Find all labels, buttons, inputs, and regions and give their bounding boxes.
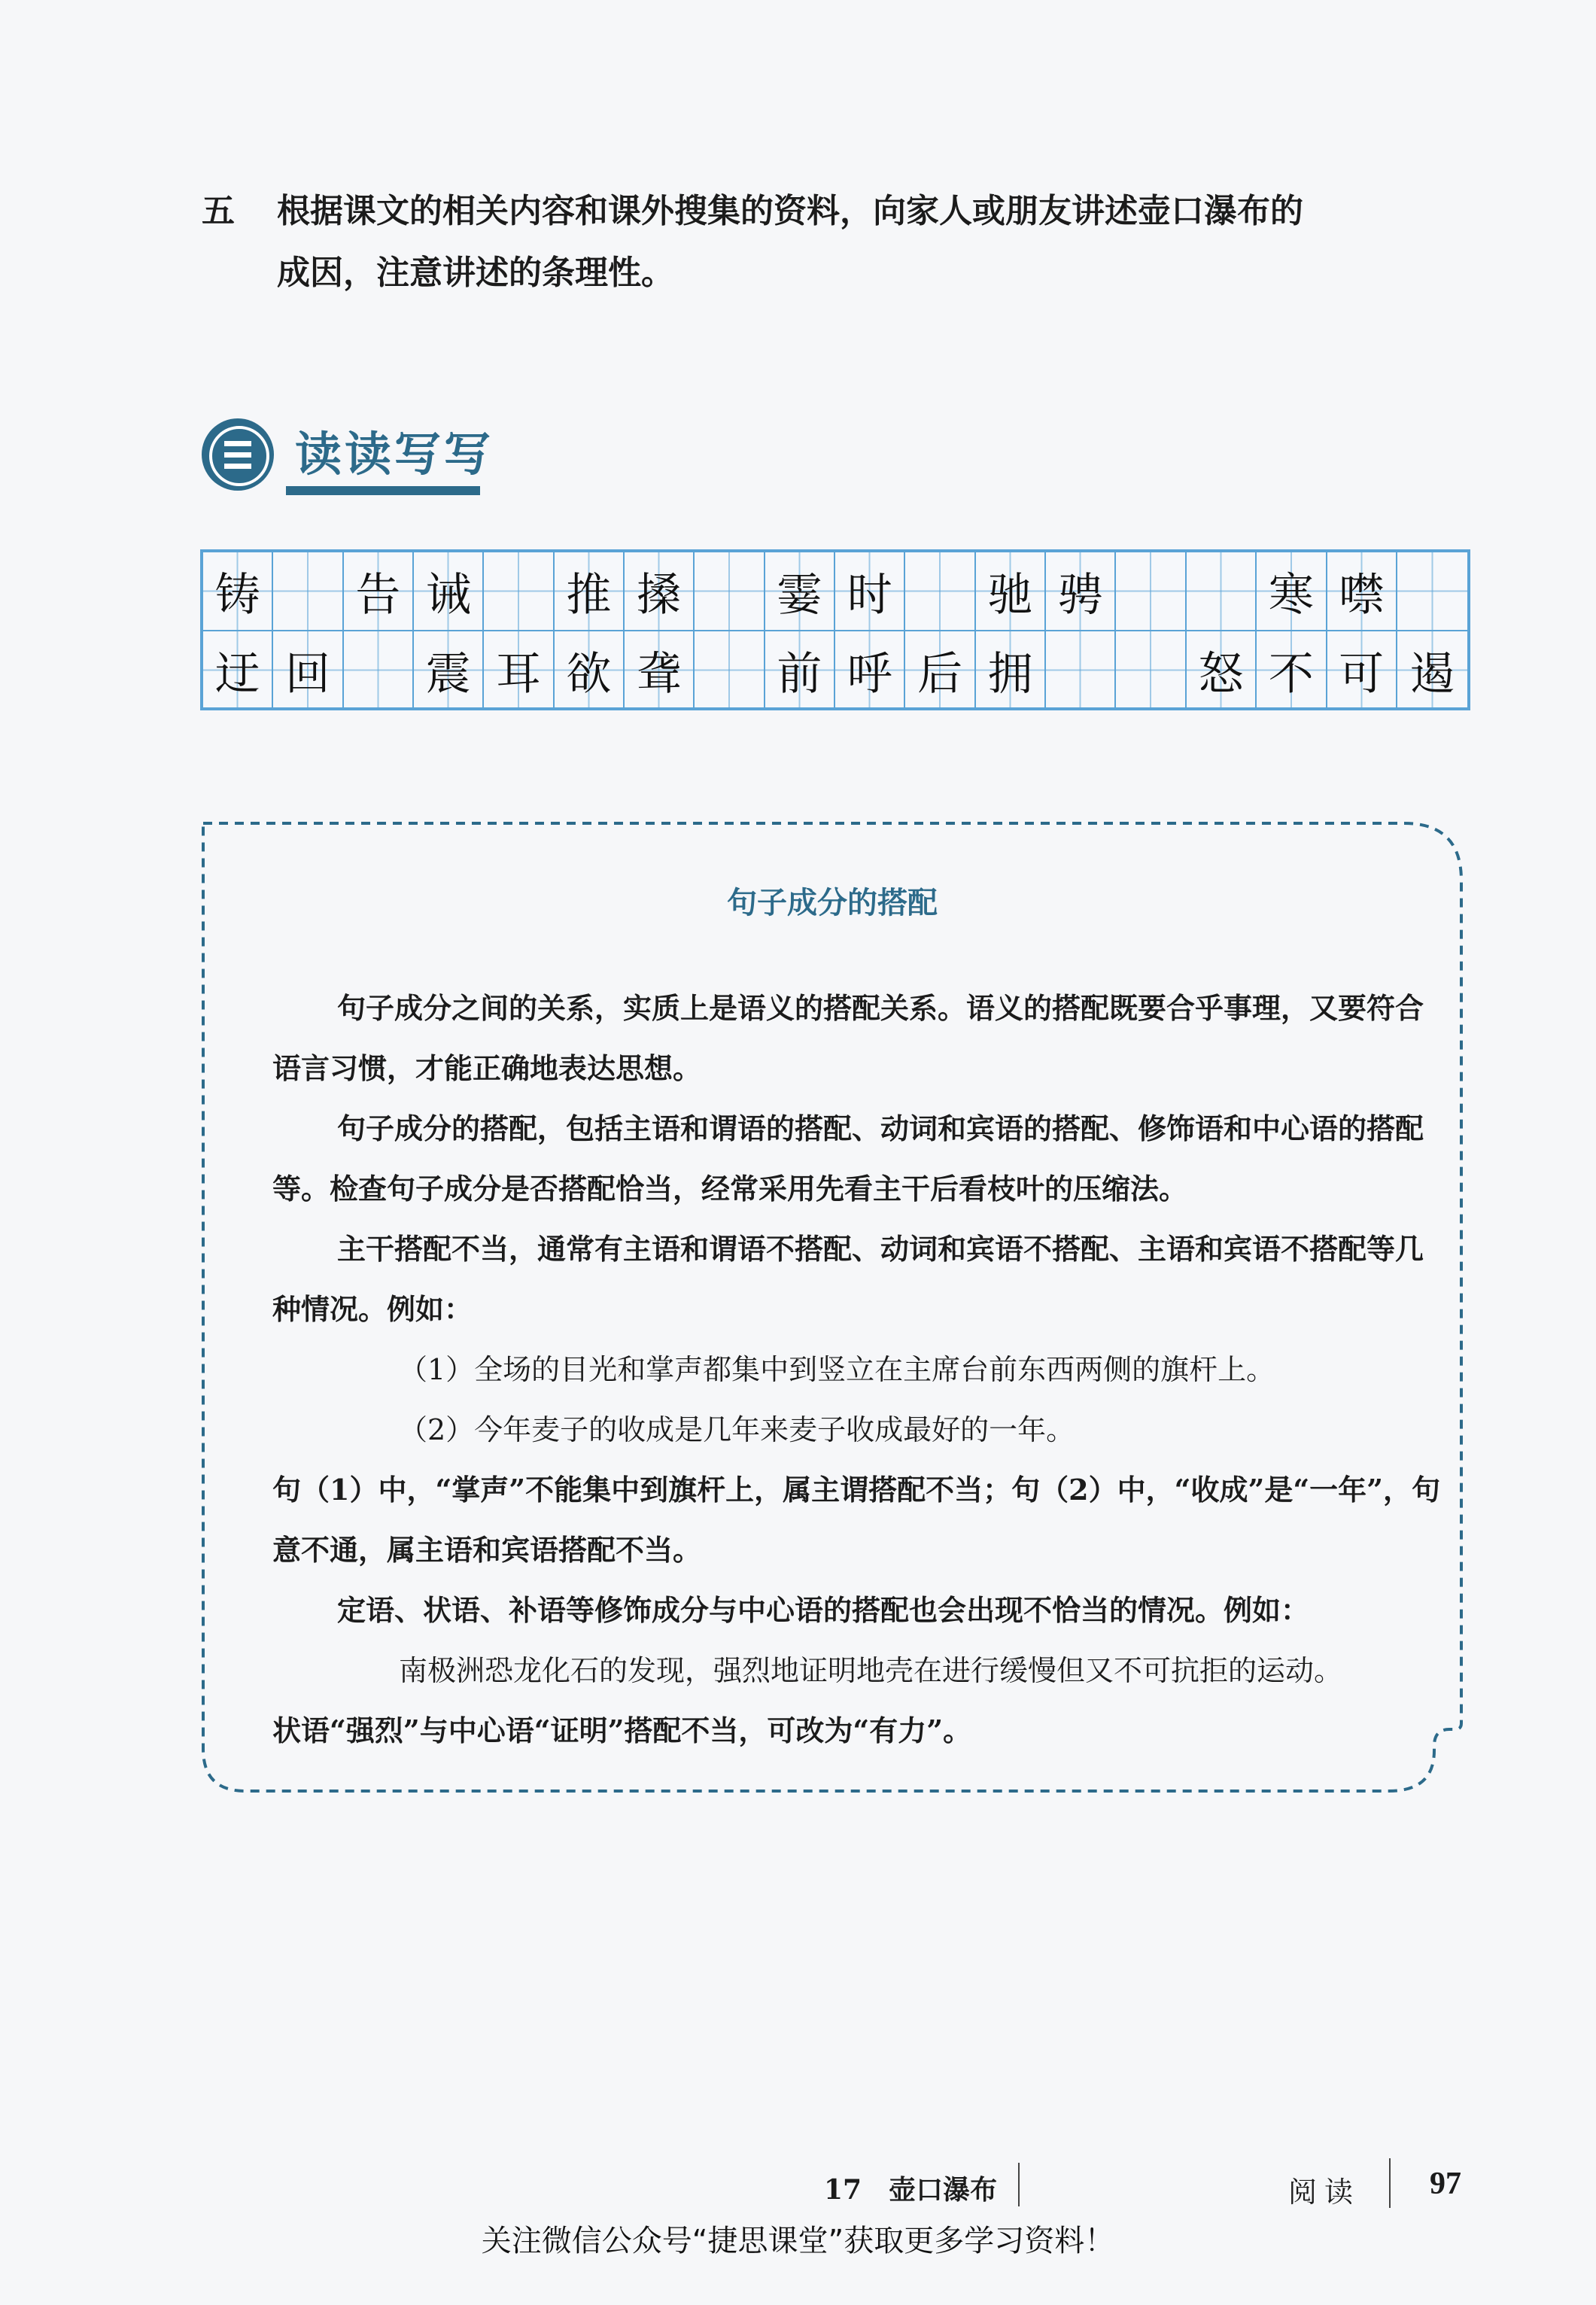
exercise-number: 五 (202, 192, 235, 230)
grid-cell (1116, 631, 1186, 709)
box-paragraph-1: 句子成分之间的关系，实质上是语义的搭配关系。语义的搭配既要合乎事理，又要符合语言习惯，才能正确地表达思想。 (272, 991, 1424, 1085)
grid-cell (1187, 552, 1257, 630)
page-number: 97 (1430, 2167, 1461, 2201)
grid-cell: 可 (1327, 631, 1397, 709)
footer-divider (1018, 2163, 1020, 2206)
grid-cell: 遏 (1397, 631, 1467, 709)
grid-cell (1046, 631, 1116, 709)
box-paragraph-3: 主干搭配不当，通常有主语和谓语不搭配、动词和宾语不搭配、主语和宾语不搭配等几种情况。例如： (272, 1232, 1424, 1326)
grid-cell: 怒 (1187, 631, 1257, 709)
grid-cell: 后 (905, 631, 975, 709)
box-paragraph-5: 定语、状语、补语等修饰成分与中心语的搭配也会出现不恰当的情况。例如： (337, 1593, 1310, 1627)
grid-cell: 聋 (625, 631, 695, 709)
box-example-2: （2）今年麦子的收成是几年来麦子收成最好的一年。 (399, 1413, 1075, 1446)
vocab-row-2 (203, 630, 1467, 709)
box-paragraph-4: 句（1）中，“掌声”不能集中到旗杆上，属主谓搭配不当；句（2）中，“收成”是“一年”，句意不通，属主语和宾语搭配不当。 (272, 1473, 1441, 1567)
grid-cell: 不 (1257, 631, 1327, 709)
grid-cell (1397, 552, 1467, 630)
box-paragraph-2: 句子成分的搭配，包括主语和谓语的搭配、动词和宾语的搭配、修饰语和中心语的搭配等。检查句子成分是否搭配恰当，经常采用先看主干后看枝叶的压缩法。 (272, 1111, 1424, 1206)
section-title: 读读写写 (295, 427, 494, 482)
section-three-icon (202, 418, 274, 491)
knowledge-box (200, 820, 1464, 1794)
footer-divider (1389, 2158, 1391, 2208)
grid-cell: 驰 (976, 552, 1046, 630)
footer-lesson-title: 17 壶口瀑布 (824, 2174, 998, 2206)
grid-cell: 耳 (484, 631, 554, 709)
grid-cell: 前 (765, 631, 835, 709)
grid-cell: 告 (344, 552, 414, 630)
grid-cell: 推 (555, 552, 625, 630)
grid-cell: 铸 (203, 552, 273, 630)
grid-cell (905, 552, 975, 630)
grid-cell: 时 (835, 552, 905, 630)
grid-cell: 霎 (765, 552, 835, 630)
vocab-row-1 (203, 552, 1467, 630)
grid-cell (1116, 552, 1186, 630)
vocab-grid (200, 549, 1470, 710)
grid-cell: 搡 (625, 552, 695, 630)
grid-cell (273, 552, 343, 630)
watermark-text: 关注微信公众号“捷思课堂”获取更多学习资料！ (481, 2224, 1115, 2258)
exercise-line-2: 成因，注意讲述的条理性。 (277, 254, 674, 292)
box-body (272, 978, 1446, 1761)
grid-cell: 震 (414, 631, 484, 709)
grid-cell: 迂 (203, 631, 273, 709)
footer-unit-label: 阅读 (1288, 2176, 1361, 2209)
grid-cell (484, 552, 554, 630)
box-paragraph-6: 状语“强烈”与中心语“证明”搭配不当，可改为“有力”。 (272, 1714, 972, 1747)
grid-cell: 诫 (414, 552, 484, 630)
exercise-line-1: 根据课文的相关内容和课外搜集的资料，向家人或朋友讲述壶口瀑布的 (277, 192, 1303, 230)
exercise-text (277, 181, 1481, 304)
grid-cell: 拥 (976, 631, 1046, 709)
grid-cell: 呼 (835, 631, 905, 709)
box-title: 句子成分的搭配 (727, 886, 938, 920)
grid-cell: 欲 (555, 631, 625, 709)
grid-cell (695, 631, 765, 709)
box-example-1: （1）全场的目光和掌声都集中到竖立在主席台前东西两侧的旗杆上。 (399, 1353, 1275, 1386)
grid-cell: 噤 (1327, 552, 1397, 630)
grid-cell: 寒 (1257, 552, 1327, 630)
grid-cell (344, 631, 414, 709)
box-example-3: 南极洲恐龙化石的发现，强烈地证明地壳在进行缓慢但又不可抗拒的运动。 (399, 1654, 1343, 1687)
grid-cell: 回 (273, 631, 343, 709)
grid-cell (695, 552, 765, 630)
section-title-underline (286, 486, 480, 495)
grid-cell: 骋 (1046, 552, 1116, 630)
